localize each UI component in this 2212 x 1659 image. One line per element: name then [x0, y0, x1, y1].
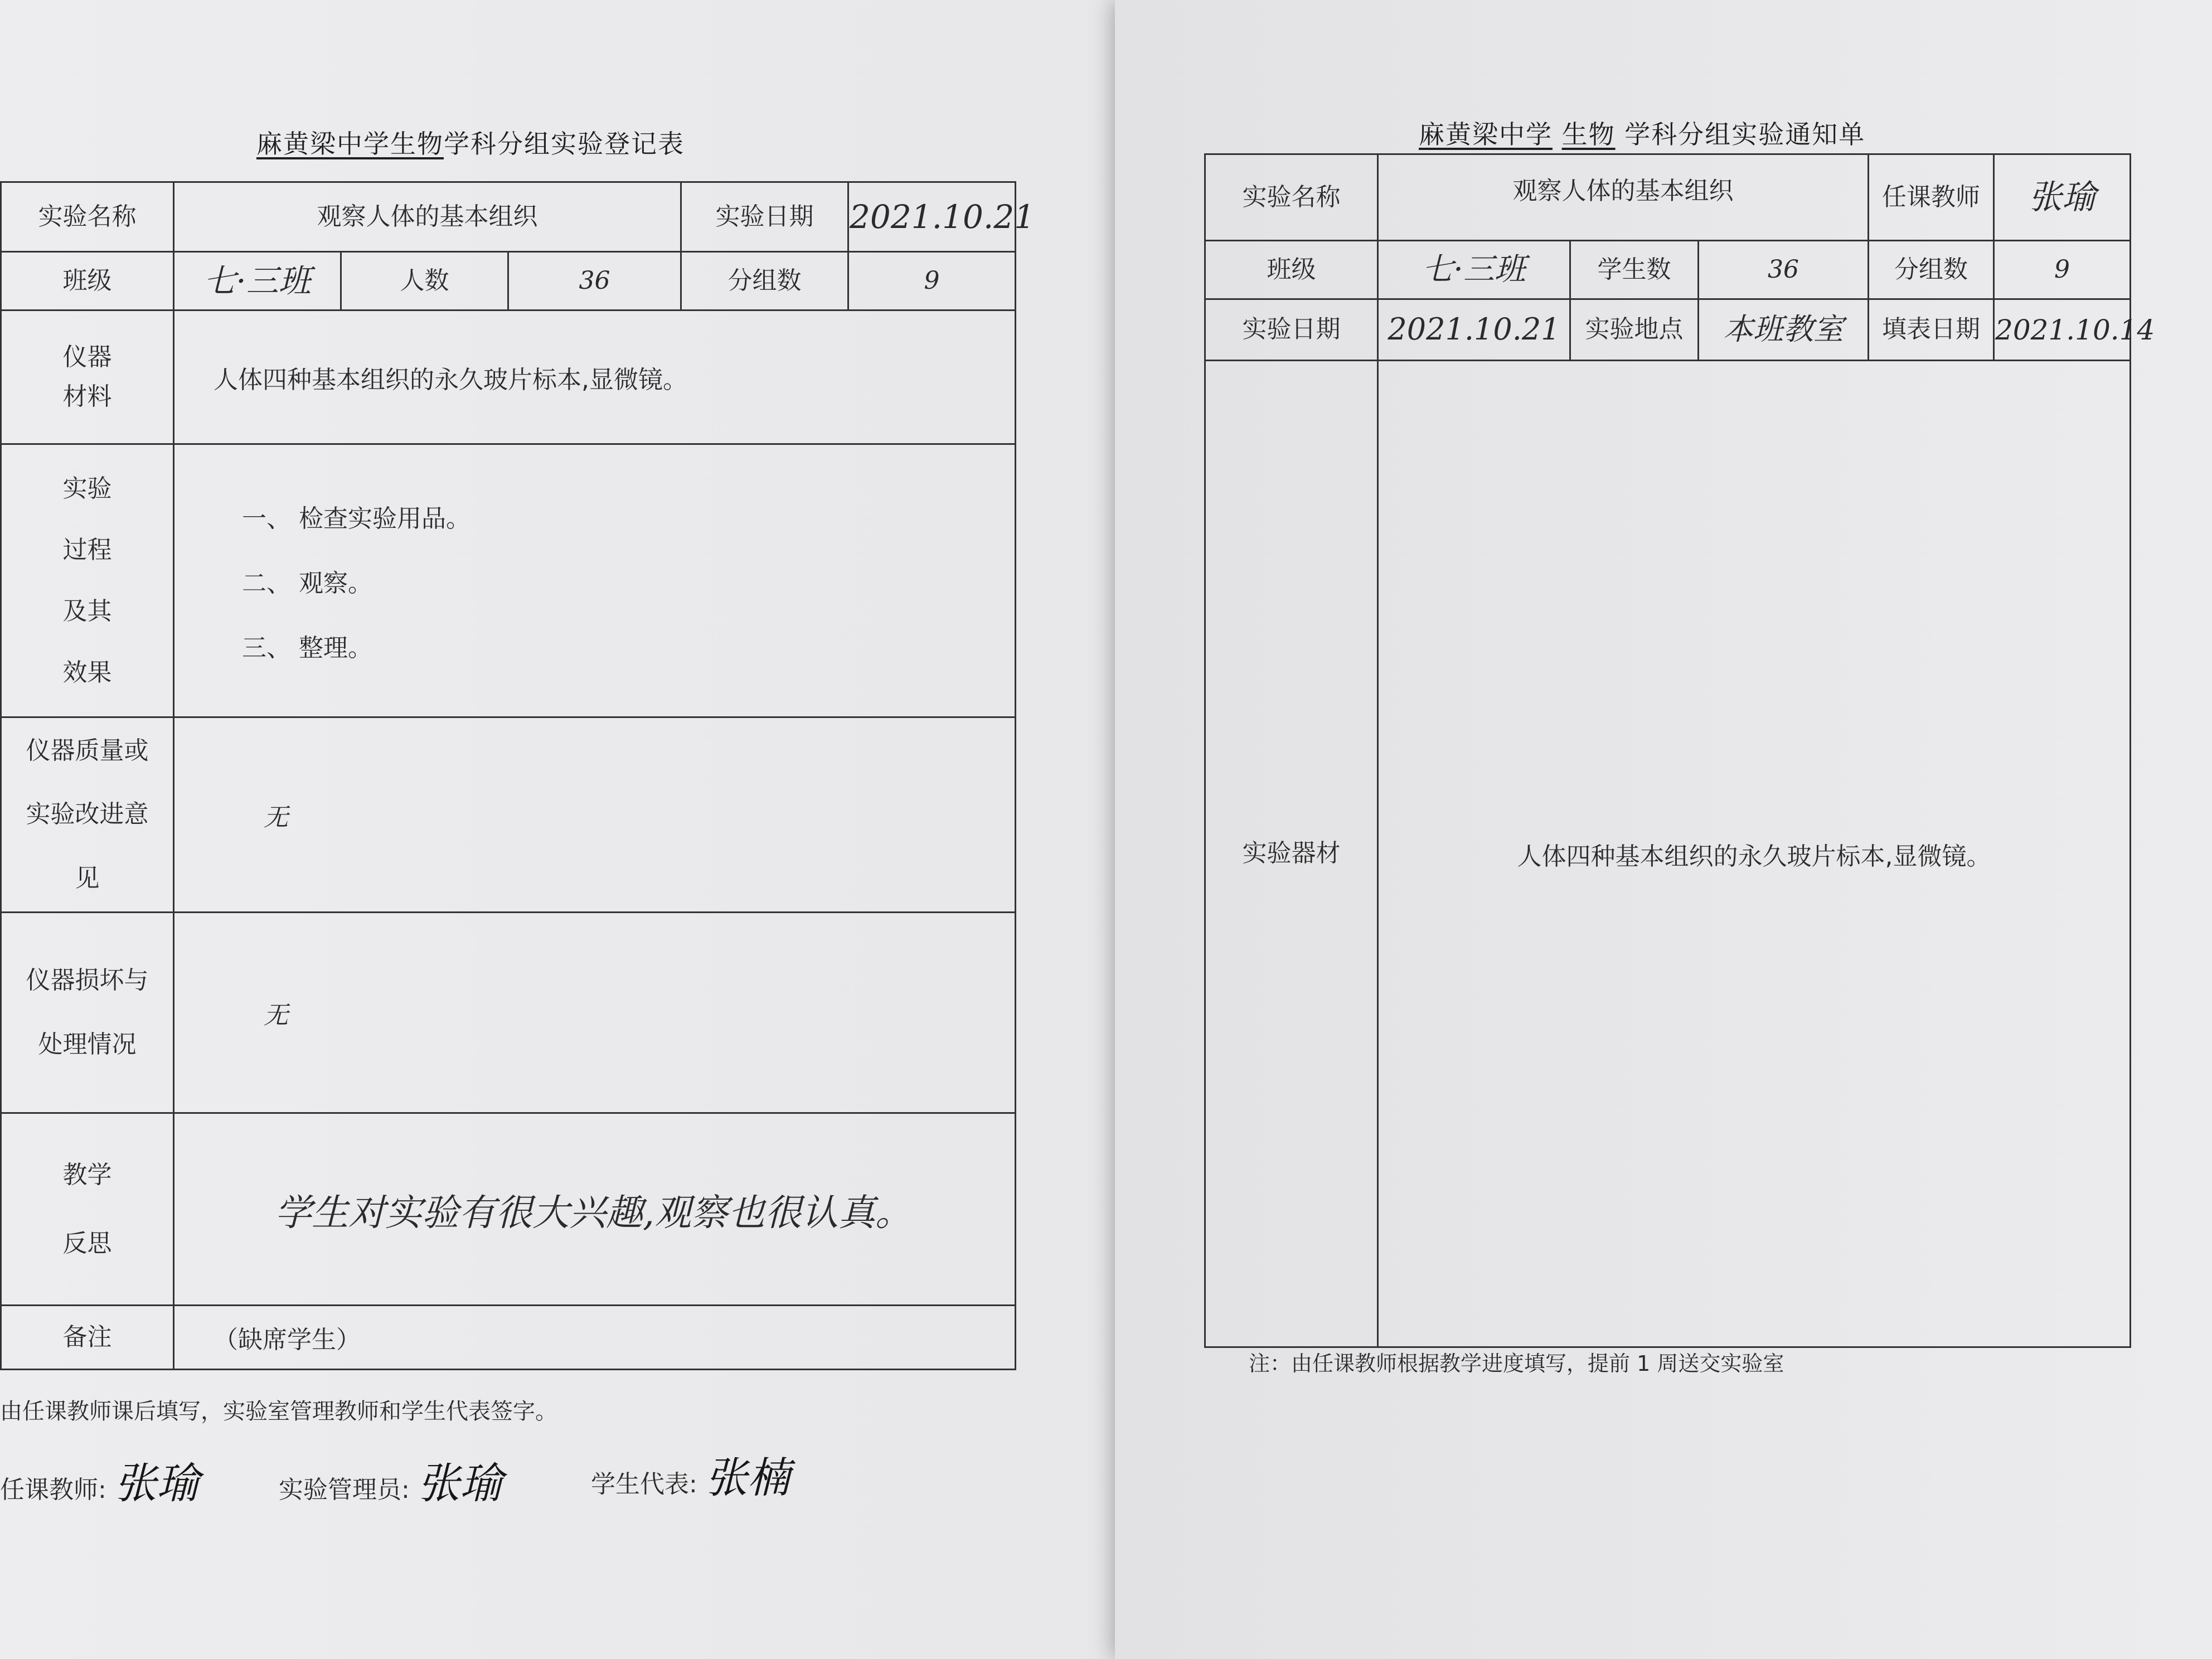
student-signature: [591, 1444, 790, 1505]
people-value[interactable]: 36: [508, 252, 681, 311]
materials-label: 仪器材料: [1, 311, 174, 444]
remark-label: 备注: [1, 1306, 174, 1370]
reflection-label: 教学反思: [1, 1113, 174, 1306]
left-form-title: [256, 124, 685, 161]
students-value[interactable]: 36: [1699, 241, 1869, 299]
class-label: 班级: [1205, 241, 1378, 299]
remark-value[interactable]: （缺席学生）: [174, 1306, 1016, 1370]
exp-name-value[interactable]: 观察人体的基本组织: [1378, 154, 1869, 241]
location-label: 实验地点: [1570, 299, 1699, 361]
form-type: 学科分组实验登记表: [444, 129, 685, 159]
groups-label: 分组数: [681, 252, 848, 311]
right-sheet-notification-form: [1115, 0, 2212, 1659]
left-footer-note: 由任课教师课后填写，实验室管理教师和学生代表签字。: [0, 1399, 557, 1424]
exp-name-value[interactable]: 观察人体的基本组织: [174, 182, 681, 252]
materials-value[interactable]: 人体四种基本组织的永久玻片标本,显微镜。: [174, 311, 1016, 444]
students-label: 学生数: [1570, 241, 1699, 299]
admin-sig-label: 实验管理员:: [279, 1476, 410, 1504]
process-step: 三、 整理。: [242, 633, 372, 662]
admin-sig-value: 张瑜: [417, 1458, 502, 1508]
location-value[interactable]: 本班教室: [1699, 299, 1869, 361]
exp-date-label: 实验日期: [681, 182, 848, 252]
exp-date-value[interactable]: 2021.10.21: [1378, 299, 1570, 361]
class-value[interactable]: 七·三班: [174, 252, 341, 311]
form-type: 学科分组实验通知单: [1624, 119, 1866, 149]
exp-date-value[interactable]: 2021.10.21: [848, 182, 1016, 252]
right-form-title: [1419, 114, 1865, 151]
equipment-label: 实验器材: [1205, 361, 1378, 1347]
process-step: 二、 观察。: [242, 569, 372, 598]
groups-label: 分组数: [1869, 241, 1994, 299]
fill-date-label: 填表日期: [1869, 299, 1994, 361]
reflection-value[interactable]: 学生对实验有很大兴趣,观察也很认真。: [174, 1113, 1016, 1306]
teacher-sig-value: 张瑜: [114, 1458, 199, 1508]
exp-name-label: 实验名称: [1, 182, 174, 252]
groups-value[interactable]: 9: [848, 252, 1016, 311]
subject-name: 生物: [1561, 119, 1616, 149]
process-label: 实验过程及其效果: [1, 444, 174, 717]
teacher-signature: [0, 1449, 199, 1510]
groups-value[interactable]: 9: [1994, 241, 2131, 299]
equipment-value[interactable]: 人体四种基本组织的永久玻片标本,显微镜。: [1378, 361, 2131, 1347]
damage-value[interactable]: 无: [174, 913, 1016, 1113]
quality-value[interactable]: 无: [174, 717, 1016, 913]
right-form-table: [1204, 153, 2155, 1348]
student-sig-label: 学生代表:: [591, 1470, 697, 1498]
right-footer-note: 注：由任课教师根据教学进度填写，提前 1 周送交实验室: [1249, 1351, 1784, 1376]
left-form-table: [0, 181, 1035, 1370]
teacher-sig-label: 任课教师:: [0, 1476, 106, 1504]
admin-signature: [279, 1449, 502, 1510]
process-steps[interactable]: [174, 444, 1016, 717]
subject-name: 生物: [390, 129, 444, 159]
class-value[interactable]: 七·三班: [1378, 241, 1570, 299]
fill-date-value[interactable]: 2021.10.14: [1994, 299, 2131, 361]
teacher-label: 任课教师: [1869, 154, 1994, 241]
people-label: 人数: [341, 252, 508, 311]
class-label: 班级: [1, 252, 174, 311]
school-name: 麻黄梁中学: [1419, 119, 1553, 149]
student-sig-value: 张楠: [705, 1453, 790, 1502]
damage-label: 仪器损坏与处理情况: [1, 913, 174, 1113]
exp-name-label: 实验名称: [1205, 154, 1378, 241]
process-step: 一、 检查实验用品。: [242, 504, 470, 533]
quality-label: 仪器质量或实验改进意见: [1, 717, 174, 913]
teacher-value[interactable]: 张瑜: [1994, 154, 2131, 241]
school-name: 麻黄梁中学: [256, 129, 390, 159]
exp-date-label: 实验日期: [1205, 299, 1378, 361]
